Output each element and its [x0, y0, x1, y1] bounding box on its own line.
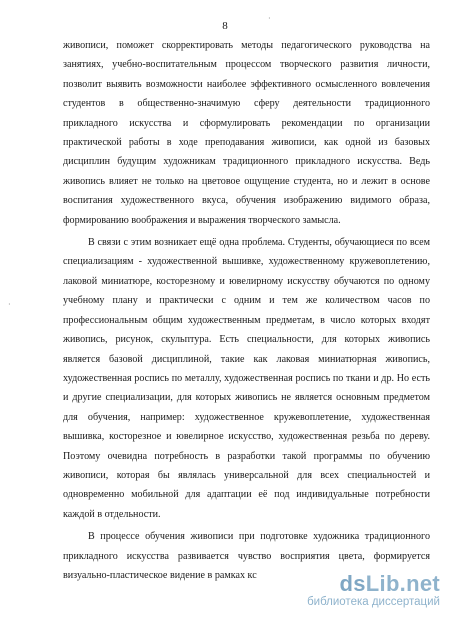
watermark-logo: dsLib.net: [339, 571, 440, 596]
scan-mark: ·: [268, 14, 271, 23]
page-number: 8: [222, 20, 228, 32]
scan-mark: ·: [8, 300, 11, 309]
paragraph: В процессе обучения живописи при подготовке художника традиционного прикладного искусства развивается чувство восприятия цвета, формируется визуально-пластическое видение в рамках кс: [63, 531, 430, 581]
paragraph: В связи с этим возникает ещё одна проблема. Студенты, обучающиеся по всем специализациям - художественной вышивке, художественному кружевоплетению, лаковой миниатюре, косторезному и ювелирному искусству обучаются по одному учебному плану и практически с одним и тем же количеством часов по профессиональным общим художественным предметам, в число которых входят живопись, рисунок, скульптура. Есть специальности, для которых живопись является базовой дисциплиной, такие как лаковая миниатюрная живопись, художественная роспись по металлу, художественная роспись по ткани и др. Но есть и другие специализации, для которых живопись не является основным предметом для обучения, например: художественное кружевоплетение, художественная вышивка, косторезное и ювелирное искусство, художественная резьба по дереву. Поэтому очевидна потребность в разработки такой программы по обучению живописи, которая бы являлась универсальной для всех специальностей и одновременно мобильной для адаптации её под индивидуальные потребности каждой в отдельности.: [63, 237, 430, 520]
watermark-subtitle: библиотека диссертаций: [307, 596, 440, 608]
body-text: [63, 36, 430, 585]
watermark: [307, 572, 440, 609]
paragraph: живописи, поможет скорректировать методы педагогического руководства на занятиях, учебно-воспитательным процессом творческого развития личности, позволит выявить возможности наиболее эффективного осмысленного вовлечения студентов в общественно-значимую сферу деятельности традиционного прикладного искусства и сформулировать рекомендации по организации практической работы в ходе преподавания живописи, как одной из базовых дисциплин будущим художникам традиционного прикладного искусства. Ведь живопись влияет не только на цветовое ощущение студента, но и лежит в основе воспитания художественного вкуса, обучения изображению видимого образа, формированию воображения и выражения творческого замысла.: [63, 40, 430, 226]
